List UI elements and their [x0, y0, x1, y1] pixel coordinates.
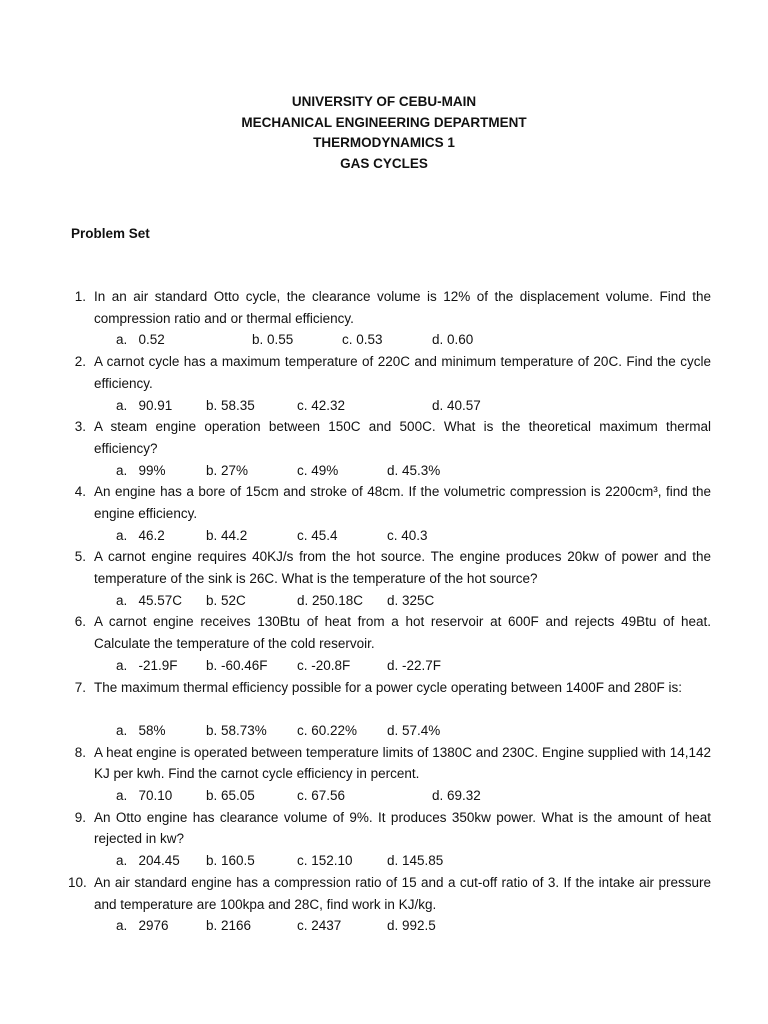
problem-item — [0, 742, 768, 807]
problem-number: 6. — [74, 614, 86, 630]
answer-option: b. 0.55 — [252, 332, 294, 348]
problem-text: An air standard engine has a compression ratio of 15 and a cut-off ratio of 3. If the intake air pressure and temperature are 100kpa and 28C, find work in KJ/kg. — [94, 874, 711, 912]
answer-options — [0, 785, 768, 807]
question-row — [0, 546, 768, 589]
answer-option: d. 325C — [387, 592, 435, 608]
answer-option: d. 45.3% — [387, 462, 441, 478]
answer-options — [0, 850, 768, 872]
answer-option: c. 0.53 — [342, 332, 383, 348]
answer-option: b. 27% — [206, 462, 249, 478]
problem-item — [0, 807, 768, 872]
answer-option: a. 46.2 — [116, 527, 165, 543]
problem-item — [0, 611, 768, 676]
problem-text: A carnot engine requires 40KJ/s from the hot source. The engine produces 20kw of power and the temperature of the sink is 26C. What is the temperature of the hot source? — [94, 549, 711, 587]
answer-option: a. -21.9F — [116, 657, 178, 673]
problem-number: 10. — [68, 874, 87, 890]
question-row — [0, 611, 768, 654]
answer-option: d. 57.4% — [387, 722, 441, 738]
answer-option: b. 58.73% — [206, 722, 267, 738]
problem-item — [0, 872, 768, 937]
problem-number: 2. — [74, 354, 86, 370]
answer-option: c. -20.8F — [297, 657, 351, 673]
answer-options — [0, 329, 768, 351]
question-row — [0, 351, 768, 394]
answer-option: a. 70.10 — [116, 788, 173, 804]
problem-item — [0, 546, 768, 611]
answer-option: a. 58% — [116, 722, 166, 738]
answer-option: b. 160.5 — [206, 853, 255, 869]
problem-item — [0, 351, 768, 416]
question-row — [0, 481, 768, 524]
problem-text: A carnot engine receives 130Btu of heat from a hot reservoir at 600F and rejects 49Btu of heat. Calculate the temperature of the cold reservoir. — [94, 614, 711, 652]
answer-options — [0, 720, 768, 742]
answer-options — [0, 655, 768, 677]
answer-options — [0, 915, 768, 937]
problem-text: In an air standard Otto cycle, the clearance volume is 12% of the displacement volume. Find the compression ratio and or thermal efficiency. — [94, 289, 711, 326]
problem-number: 8. — [74, 744, 86, 760]
answer-option: c. 67.56 — [297, 788, 346, 804]
university-name: UNIVERSITY OF CEBU-MAIN — [291, 94, 477, 109]
answer-option: c. 60.22% — [297, 722, 358, 738]
question-row — [0, 872, 768, 915]
answer-options — [0, 525, 768, 547]
problem-number: 1. — [74, 289, 86, 304]
problem-text: A carnot cycle has a maximum temperature of 220C and minimum temperature of 20C. Find the cycle efficiency. — [94, 354, 711, 391]
answer-options — [0, 395, 768, 417]
answer-option: a. 204.45 — [116, 853, 180, 869]
answer-option: d. 250.18C — [297, 592, 364, 608]
answer-option: a. 45.57C — [116, 592, 183, 608]
answer-option: c. 152.10 — [297, 853, 353, 869]
answer-option: c. 40.3 — [387, 527, 428, 543]
problem-text: The maximum thermal efficiency possible for a power cycle operating between 1400F and 280F is: — [94, 679, 683, 695]
answer-option: d. 0.60 — [432, 332, 474, 348]
problem-text: An Otto engine has clearance volume of 9%. It produces 350kw power. What is the amount of heat rejected in kw? — [94, 809, 711, 847]
question-row — [0, 807, 768, 850]
department-name: MECHANICAL ENGINEERING DEPARTMENT — [241, 114, 527, 130]
problem-text: A steam engine operation between 150C and 500C. What is the theoretical maximum thermal efficiency? — [94, 419, 711, 456]
answer-options — [0, 460, 768, 482]
answer-option: b. 65.05 — [206, 788, 255, 804]
question-row — [0, 286, 768, 329]
problem-number: 7. — [74, 679, 86, 695]
question-row — [0, 416, 768, 459]
problem-item — [0, 677, 768, 742]
answer-option: c. 45.4 — [297, 527, 338, 543]
problem-number: 5. — [74, 549, 86, 565]
answer-option: a. 99% — [116, 462, 166, 478]
document-header — [0, 92, 768, 174]
answer-option: b. 44.2 — [206, 527, 248, 543]
problem-number: 3. — [74, 419, 86, 435]
answer-option: d. 992.5 — [387, 918, 436, 934]
answer-option: a. 90.91 — [116, 397, 173, 413]
problem-text: An engine has a bore of 15cm and stroke of 48cm. If the volumetric compression is 2200cm³, find the engine efficiency. — [94, 484, 711, 521]
problem-number: 9. — [74, 809, 86, 825]
answer-option: a. 2976 — [116, 918, 169, 934]
answer-option: a. 0.52 — [116, 332, 165, 348]
answer-option: b. -60.46F — [206, 657, 268, 673]
answer-option: c. 2437 — [297, 918, 342, 934]
answer-option: d. -22.7F — [387, 657, 442, 673]
answer-option: c. 49% — [297, 462, 339, 478]
section-title: Problem Set — [71, 226, 150, 241]
answer-option: b. 2166 — [206, 918, 252, 934]
answer-option: b. 52C — [206, 592, 246, 608]
answer-option: b. 58.35 — [206, 397, 255, 413]
problem-list — [0, 286, 768, 937]
problem-text: A heat engine is operated between temperature limits of 1380C and 230C. Engine supplied with 14,142 KJ per kwh. Find the carnot cycle efficiency in percent. — [94, 744, 711, 782]
question-row — [0, 742, 768, 785]
problem-number: 4. — [74, 484, 86, 500]
answer-options — [0, 590, 768, 612]
course-name: THERMODYNAMICS 1 — [313, 135, 455, 151]
answer-option: d. 40.57 — [432, 397, 481, 413]
answer-option: d. 145.85 — [387, 853, 444, 869]
problem-item — [0, 286, 768, 351]
answer-option: d. 69.32 — [432, 788, 481, 804]
answer-option: c. 42.32 — [297, 397, 346, 413]
problem-item — [0, 416, 768, 481]
topic-title: GAS CYCLES — [340, 155, 428, 171]
question-row — [0, 677, 768, 720]
problem-item — [0, 481, 768, 546]
